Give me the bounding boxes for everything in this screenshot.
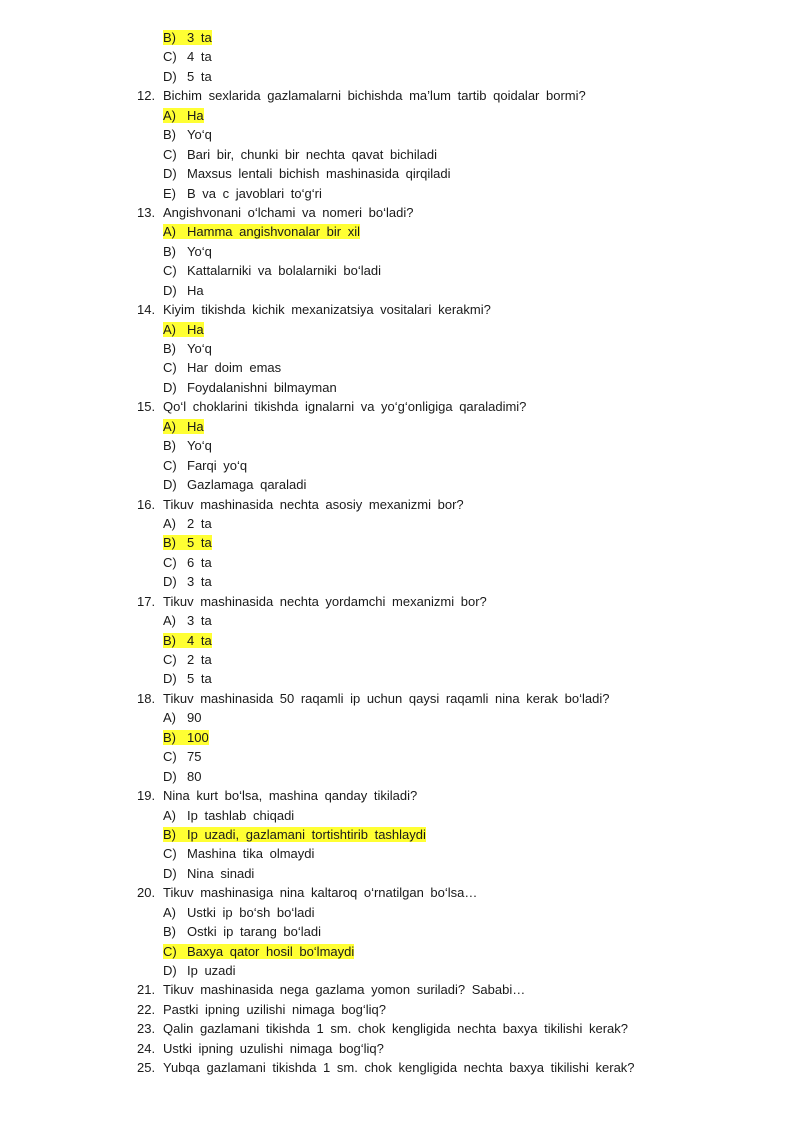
answer-option-body: [163, 846, 314, 861]
option-text: 80: [187, 768, 202, 784]
option-letter: C): [163, 263, 177, 279]
question-line: [0, 203, 800, 222]
answer-option-body: [163, 477, 306, 492]
option-letter: B): [163, 438, 176, 454]
option-letter: A): [163, 807, 176, 823]
option-letter: C): [163, 749, 177, 765]
question-number: 13.: [137, 204, 156, 220]
answer-option-body: [163, 166, 450, 181]
option-text: Ip uzadi: [187, 963, 236, 978]
answer-option: [0, 708, 800, 727]
answer-option-body: [163, 69, 212, 84]
answer-option-body: [163, 905, 315, 920]
option-text: 3 ta: [187, 30, 212, 45]
question-text: Tikuv mashinasida 50 raqamli ip uchun qaysi raqamli nina kerak bo‘ladi?: [163, 690, 610, 706]
answer-option-body: [163, 127, 212, 142]
question-line: [0, 397, 800, 416]
option-text: Foydalanishni bilmayman: [187, 379, 337, 395]
answer-option-body: [163, 49, 212, 64]
question-text: Angishvonani o‘lchami va nomeri bo‘ladi?: [163, 204, 414, 220]
option-text: Ha: [187, 418, 204, 434]
question-text: Pastki ipning uzilishi nimaga bog‘liq?: [163, 1001, 387, 1017]
correct-answer-highlight: [163, 108, 204, 123]
answer-option: [0, 650, 800, 669]
option-letter: B): [163, 729, 176, 745]
answer-option-body: [163, 341, 212, 356]
option-text: Ustki ip bo‘sh bo‘ladi: [187, 904, 315, 920]
option-letter: D): [163, 379, 177, 395]
answer-option: [0, 164, 800, 183]
answer-option: [0, 864, 800, 883]
correct-answer-highlight: [163, 633, 212, 648]
answer-option-body: [163, 186, 322, 201]
answer-option-body: [163, 924, 321, 939]
option-text: Ha: [187, 321, 204, 337]
option-text: 4 ta: [187, 49, 212, 65]
question-text: Tikuv mashinasida nechta asosiy mexanizmi bor?: [163, 496, 464, 512]
answer-option: [0, 942, 800, 961]
option-letter: C): [163, 457, 177, 473]
option-letter: A): [163, 224, 176, 240]
answer-option-body: [163, 263, 381, 278]
answer-option-body: [163, 244, 212, 259]
option-letter: B): [163, 924, 176, 940]
answer-option: [0, 417, 800, 436]
option-text: Bari bir, chunki bir nechta qavat bichiladi: [187, 146, 437, 162]
answer-option: [0, 242, 800, 261]
answer-option-body: [163, 710, 201, 725]
question-number: 18.: [137, 690, 156, 706]
correct-answer-highlight: [163, 535, 212, 550]
answer-option: [0, 378, 800, 397]
question-line: [0, 495, 800, 514]
question-line: [0, 980, 800, 999]
option-letter: D): [163, 68, 177, 84]
answer-option-body: [163, 458, 247, 473]
answer-option: [0, 106, 800, 125]
option-letter: D): [163, 865, 177, 881]
option-letter: C): [163, 652, 177, 667]
answer-option-body: [163, 808, 294, 823]
option-text: Yo‘q: [187, 243, 212, 259]
option-letter: A): [163, 613, 176, 629]
answer-option: [0, 669, 800, 688]
option-text: 4 ta: [187, 632, 212, 648]
correct-answer-highlight: [163, 730, 209, 745]
option-letter: D): [163, 477, 177, 493]
answer-option-body: [163, 438, 212, 453]
answer-option-body: [163, 380, 337, 395]
option-text: 100: [187, 729, 209, 745]
option-text: Har doim emas: [187, 360, 282, 376]
answer-option: [0, 320, 800, 339]
question-line: [0, 1058, 800, 1077]
option-text: Yo‘q: [187, 127, 212, 143]
question-number: 23.: [137, 1021, 156, 1037]
option-letter: C): [163, 554, 177, 570]
option-text: Ostki ip tarang bo‘ladi: [187, 924, 322, 940]
option-letter: B): [163, 243, 176, 259]
answer-option: [0, 67, 800, 86]
option-text: Nina sinadi: [187, 865, 255, 881]
answer-option: [0, 844, 800, 863]
quiz-document: [0, 28, 800, 1078]
question-text: Nina kurt bo‘lsa, mashina qanday tikiladi?: [163, 788, 418, 804]
option-text: 3 ta: [187, 574, 212, 590]
option-text: B va c javoblari to‘g‘ri: [187, 185, 322, 201]
option-text: Ip tashlab chiqadi: [187, 807, 295, 823]
answer-option: [0, 28, 800, 47]
answer-option: [0, 436, 800, 455]
option-text: Farqi yo‘q: [187, 457, 248, 473]
option-text: 75: [187, 749, 202, 765]
answer-option-body: [163, 283, 204, 298]
option-text: Ip uzadi, gazlamani tortishtirib tashlaydi: [187, 826, 426, 842]
answer-option-body: [163, 769, 201, 784]
option-letter: B): [163, 632, 176, 648]
answer-option: [0, 961, 800, 980]
question-number: 15.: [137, 399, 156, 415]
question-number: 21.: [137, 982, 156, 998]
answer-option: [0, 825, 800, 844]
option-letter: D): [163, 671, 177, 687]
option-letter: B): [163, 826, 176, 842]
question-number: 20.: [137, 885, 156, 901]
question-text: Bichim sexlarida gazlamalarni bichishda ma’lum tartib qoidalar bormi?: [163, 88, 586, 104]
option-text: 2 ta: [187, 652, 212, 667]
question-number: 16.: [137, 496, 156, 512]
option-letter: D): [163, 282, 177, 298]
answer-option-body: [163, 963, 236, 978]
option-text: 5 ta: [187, 671, 212, 687]
option-text: Kattalarniki va bolalarniki bo‘ladi: [187, 263, 381, 279]
answer-option: [0, 475, 800, 494]
option-text: Yo‘q: [187, 341, 212, 356]
correct-answer-highlight: [163, 322, 204, 337]
answer-option: [0, 806, 800, 825]
option-letter: B): [163, 30, 176, 45]
option-letter: A): [163, 321, 176, 337]
answer-option: [0, 728, 800, 747]
question-number: 12.: [137, 88, 156, 104]
answer-option: [0, 553, 800, 572]
question-number: 22.: [137, 1001, 156, 1017]
answer-option: [0, 533, 800, 552]
question-number: 19.: [137, 788, 156, 804]
question-number: 24.: [137, 1040, 156, 1056]
correct-answer-highlight: [163, 30, 212, 45]
option-letter: D): [163, 768, 177, 784]
answer-option: [0, 184, 800, 203]
option-text: Ha: [187, 107, 204, 123]
option-letter: D): [163, 963, 177, 978]
question-line: [0, 883, 800, 902]
answer-option: [0, 611, 800, 630]
option-letter: C): [163, 49, 177, 65]
option-text: Ha: [187, 282, 204, 298]
option-text: 90: [187, 710, 202, 726]
question-text: Kiyim tikishda kichik mexanizatsiya vositalari kerakmi?: [163, 302, 491, 318]
option-letter: B): [163, 341, 176, 356]
option-text: Yo‘q: [187, 438, 212, 454]
correct-answer-highlight: [163, 419, 204, 434]
answer-option-body: [163, 866, 254, 881]
option-text: 5 ta: [187, 68, 212, 84]
option-letter: A): [163, 515, 176, 531]
answer-option-body: [163, 574, 212, 589]
option-letter: B): [163, 535, 176, 551]
answer-option: [0, 125, 800, 144]
question-text: Ustki ipning uzulishi nimaga bog‘liq?: [163, 1040, 384, 1056]
answer-option-body: [163, 652, 212, 667]
question-text: Tikuv mashinasida nechta yordamchi mexanizmi bor?: [163, 593, 487, 609]
option-text: Mashina tika olmaydi: [187, 846, 315, 862]
question-line: [0, 86, 800, 105]
question-line: [0, 592, 800, 611]
answer-option: [0, 747, 800, 766]
answer-option-body: [163, 671, 212, 686]
option-letter: A): [163, 418, 176, 434]
option-letter: A): [163, 107, 176, 123]
answer-option-body: [163, 360, 281, 375]
answer-option: [0, 572, 800, 591]
answer-option: [0, 145, 800, 164]
answer-option: [0, 261, 800, 280]
option-letter: A): [163, 904, 176, 920]
option-text: Baxya qator hosil bo‘lmaydi: [187, 943, 355, 959]
answer-option-body: [163, 613, 212, 628]
question-line: [0, 1019, 800, 1038]
option-letter: C): [163, 146, 177, 162]
question-text: Qalin gazlamani tikishda 1 sm. chok kengligida nechta baxya tikilishi kerak?: [163, 1021, 628, 1037]
option-text: Maxsus lentali bichish mashinasida qirqiladi: [187, 166, 451, 182]
question-number: 25.: [137, 1060, 156, 1076]
answer-option: [0, 358, 800, 377]
answer-option: [0, 456, 800, 475]
answer-option: [0, 339, 800, 358]
question-line: [0, 786, 800, 805]
option-letter: E): [163, 185, 176, 201]
correct-answer-highlight: [163, 224, 360, 239]
answer-option: [0, 514, 800, 533]
option-letter: C): [163, 943, 177, 959]
answer-option-body: [163, 147, 437, 162]
question-line: [0, 1000, 800, 1019]
question-number: 17.: [137, 593, 156, 609]
option-text: 6 ta: [187, 554, 212, 570]
option-letter: C): [163, 846, 177, 862]
question-line: [0, 1039, 800, 1058]
answer-option: [0, 222, 800, 241]
answer-option: [0, 903, 800, 922]
answer-option-body: [163, 749, 201, 764]
correct-answer-highlight: [163, 944, 354, 959]
answer-option-body: [163, 555, 212, 570]
option-letter: D): [163, 166, 177, 182]
question-number: 14.: [137, 302, 156, 318]
answer-option: [0, 767, 800, 786]
option-text: 3 ta: [187, 613, 212, 629]
option-text: 5 ta: [187, 535, 212, 551]
question-line: [0, 689, 800, 708]
question-text: Tikuv mashinasiga nina kaltaroq o‘rnatilgan bo‘lsa…: [163, 885, 478, 901]
question-line: [0, 300, 800, 319]
answer-option: [0, 281, 800, 300]
option-letter: A): [163, 710, 176, 726]
correct-answer-highlight: [163, 827, 426, 842]
option-text: Gazlamaga qaraladi: [187, 477, 307, 493]
option-letter: B): [163, 127, 176, 143]
question-text: Yubqa gazlamani tikishda 1 sm. chok kengligida nechta baxya tikilishi kerak?: [163, 1060, 635, 1076]
question-text: Qo‘l choklarini tikishda ignalarni va yo‘g‘onligiga qaraladimi?: [163, 399, 527, 415]
answer-option: [0, 922, 800, 941]
answer-option: [0, 47, 800, 66]
option-letter: C): [163, 360, 177, 376]
answer-option: [0, 631, 800, 650]
option-letter: D): [163, 574, 177, 590]
option-text: Hamma angishvonalar bir xil: [187, 224, 361, 240]
question-text: Tikuv mashinasida nega gazlama yomon suriladi? Sababi…: [163, 982, 526, 998]
answer-option-body: [163, 516, 212, 531]
option-text: 2 ta: [187, 515, 212, 531]
